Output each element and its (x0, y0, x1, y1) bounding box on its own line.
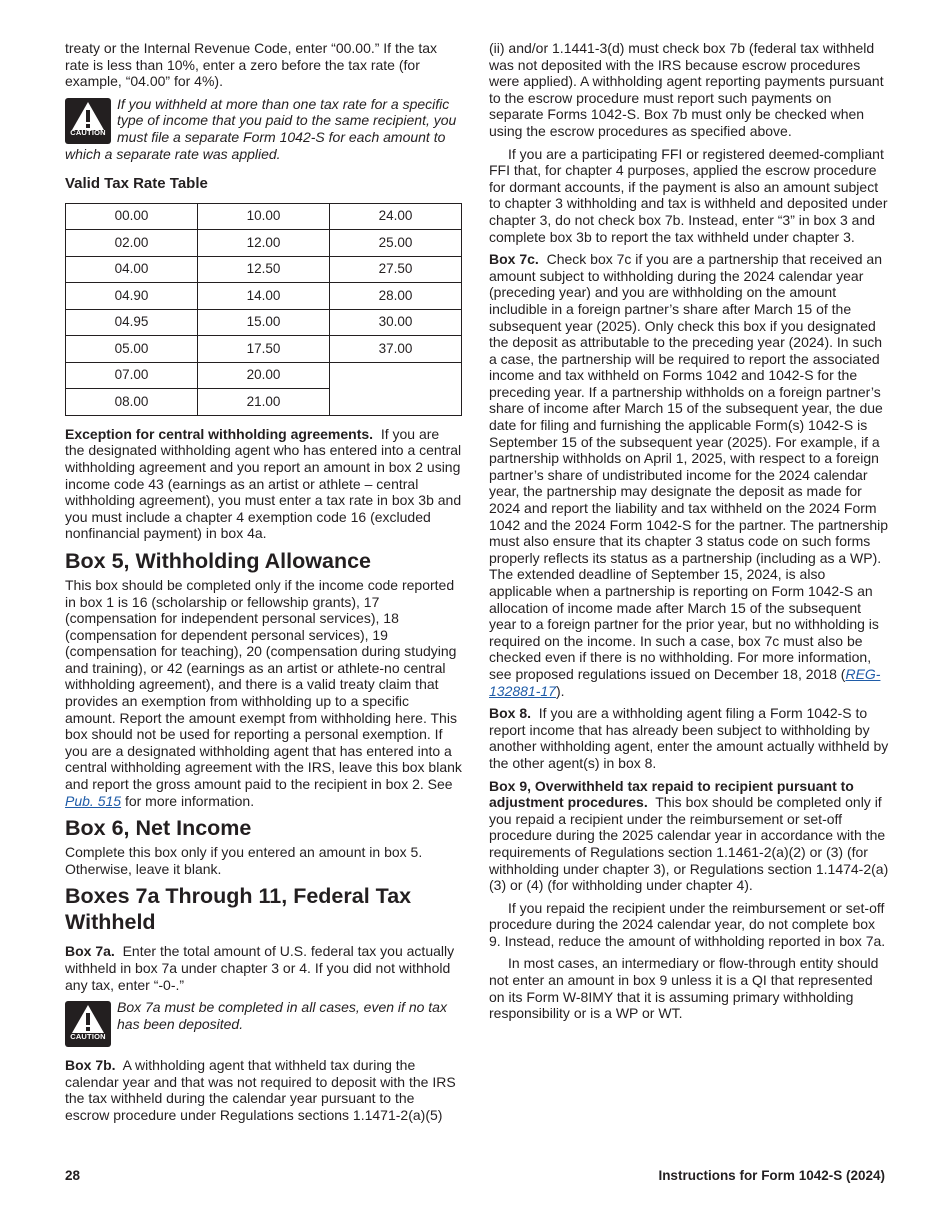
table-row (66, 256, 462, 283)
boxes7-heading: Boxes 7a Through 11, Federal Tax Withheld (65, 884, 412, 935)
table-cell: 12.50 (198, 256, 330, 283)
table-cell: 04.95 (66, 309, 198, 336)
table-cell: 02.00 (66, 230, 198, 257)
table-cell: 28.00 (330, 283, 462, 310)
box7a-paragraph: Box 7a. Enter the total amount of U.S. federal tax you actually withheld in box 7a under chapter 3 or 4. If you did not withhold any tax, enter “-0-.” (65, 943, 455, 993)
table-cell: 25.00 (330, 230, 462, 257)
table-cell: 08.00 (66, 389, 198, 416)
caution-icon: CAUTION (65, 1001, 111, 1047)
table-row (66, 230, 462, 257)
document-title: Instructions for Form 1042-S (2024) (658, 1168, 885, 1183)
right-column (489, 40, 889, 1028)
ffi-paragraph: If you are a participating FFI or registered deemed-compliant FFI that, for chapter 4 purposes, applied the escrow procedure for dormant accounts, if the payment is also an amount subject to chapter 3 withholding and tax is withheld and deposited under chapter 3, do not check box 7b. Instead, enter “3” in box 3 and complete box 3b to report the tax withheld under chapter 3. (489, 145, 888, 245)
box7b-continued: (ii) and/or 1.1441-3(d) must check box 7b (federal tax withheld was not deposited with the IRS because escrow procedures were applied). A withholding agent reporting payments pursuant to the escrow procedure must report such payments on separate Forms 1042-S. Box 7b must only be checked when using the escrow procedures as specified above. (489, 40, 884, 139)
repaid-paragraph: If you repaid the recipient under the reimbursement or set-off procedure during the 2024 calendar year, do not complete box 9. Instead, reduce the amount of withholding reported in box 7a. (489, 899, 886, 949)
pub-515-link[interactable]: Pub. 515 (65, 792, 122, 809)
table-row (66, 203, 462, 230)
page-number: 28 (65, 1168, 81, 1183)
box9-paragraph: Box 9, Overwithheld tax repaid to recipient pursuant to adjustment procedures. This box should be completed only if you repaid a recipient under the reimbursement or set-off procedure during the 2025 calendar year in accordance with the requirements of Regulations section 1.1461-2(a)(2) or (3) (for withholding under chapter 3), or Regulations section 1.1474-2(a)(3) or (4) (for withholding under chapter 4). (489, 777, 889, 894)
table-row (66, 362, 462, 389)
table-cell: 04.90 (66, 283, 198, 310)
box5-paragraph: This box should be completed only if the income code reported in box 1 is 16 (scholarship or fellowship grants), 17 (compensation for independent personal services), 18 (compensation for dependent personal services), 19 (compensation for teaching), 20 (compensation during studying and training), or 42 (earnings as an artist or athlete-no central withholding agreement), and there is a valid treaty claim that provides an exemption from withholding up to a specific amount. Report the amount exempt from withholding here. This box should not be used for reporting a personal exemption. If you are a designated withholding agent that has entered into a central withholding agreement with the IRS, leave this box blank and report the gross amount paid to the recipient in box 2. See Pub. 515 for more information. (65, 576, 462, 809)
table-title: Valid Tax Rate Table (65, 175, 208, 193)
table-cell: 20.00 (198, 362, 330, 389)
reg-link[interactable]: REG-132881-17 (489, 665, 881, 699)
valid-tax-rate-table (65, 203, 462, 416)
table-cell: 12.00 (198, 230, 330, 257)
table-row (66, 309, 462, 336)
box5-heading: Box 5, Withholding Allowance (65, 548, 371, 573)
left-column (65, 40, 462, 1130)
table-cell: 10.00 (198, 203, 330, 230)
table-row (66, 336, 462, 363)
table-cell: 14.00 (198, 283, 330, 310)
table-cell: 05.00 (66, 336, 198, 363)
table-cell: 24.00 (330, 203, 462, 230)
table-row (66, 283, 462, 310)
page-footer (65, 1168, 885, 1183)
exception-paragraph: Exception for central withholding agreements. If you are the designated withholding agent who has entered into a central withholding agreement and you report an amount in box 2 using income code 43 (earnings as an artist or athlete – central withholding agreement), you must enter a tax rate in box 3b and you must include a chapter 4 exemption code 16 (excluded nonfinancial payment) in box 4a. (65, 425, 462, 542)
caution-note-1: CAUTION If you withheld at more than one tax rate for a specific type of income that you paid to the same recipient, you must file a separate Form 1042-S for each amount to which a separate rate was applied. (65, 95, 457, 162)
table-cell: 37.00 (330, 336, 462, 363)
table-cell: 04.00 (66, 256, 198, 283)
table-cell: 21.00 (198, 389, 330, 416)
box6-paragraph: Complete this box only if you entered an amount in box 5. Otherwise, leave it blank. (65, 844, 423, 877)
table-cell: 07.00 (66, 362, 198, 389)
intermediary-paragraph: In most cases, an intermediary or flow-through entity should not enter an amount in box 9 unless it is a QI that represented on its Form W-8IMY that it is assuming primary withholding responsibility or is a WP or WT. (489, 955, 879, 1022)
box7b-paragraph: Box 7b. A withholding agent that withheld tax during the calendar year and that was not required to deposit with the IRS the tax withheld during the calendar year pursuant to the escrow procedure under Regulations sections 1.1471-2(a)(5) (65, 1057, 456, 1123)
table-cell: 00.00 (66, 203, 198, 230)
caution-note-2: CAUTION Box 7a must be completed in all cases, even if no tax has been deposited. (65, 999, 462, 1047)
table-cell: 27.50 (330, 256, 462, 283)
table-cell: 17.50 (198, 336, 330, 363)
box6-heading: Box 6, Net Income (65, 816, 252, 841)
box8-paragraph: Box 8. If you are a withholding agent filing a Form 1042-S to report income that has already been subject to withholding by another withholding agent, enter the amount actually withheld by the other agent(s) in box 8. (489, 705, 889, 771)
box7c-paragraph: Box 7c. Check box 7c if you are a partnership that received an amount subject to withholding during the 2024 calendar year (preceding year) and you are withholding on the amount includible in a foreign partner’s share after March 15 of the subsequent year (2025). Only check this box if you designated the deposit as attributable to the preceding year (2024). In such a case, the partnership will be required to report the associated income and tax withheld on Forms 1042 and 1042-S for the preceding year. If a partnership withholds on a foreign partner’s share of income after March 15 of the subsequent year, the due date for filing and furnishing the applicable Form(s) 1042-S is September 15 of the subsequent year (2025). For example, if a partnership withholds on April 1, 2025, with respect to a foreign partner’s share of undistributed income for the 2024 calendar year, the partnership may designate the deposit as made for 2024 and report the liability and tax withheld on the 2024 Form 1042 and the 2024 Form 1042-S for the partner. The partnership must also ensure that its chapter 3 status code on such forms properly reflects its status as a partnership (including as a WP). The extended deadline of September 15, 2024, is also applicable when a partnership is reporting on Form 1042-S an allocation of income made after March 15 of the subsequent year to a foreign partner for the prior year, but no withholding is required on the income. In such a case, box 7c must also be checked even if there is no withholding. For more information, see proposed regulations issued on December 18, 2018 (REG-132881-17). (489, 251, 888, 699)
table-cell (330, 362, 462, 415)
caution-icon: CAUTION (65, 98, 111, 144)
table-cell: 15.00 (198, 309, 330, 336)
table-cell: 30.00 (330, 309, 462, 336)
intro-paragraph: treaty or the Internal Revenue Code, enter “00.00.” If the tax rate is less than 10%, enter a zero before the tax rate (for example, “04.00” for 4%). (65, 40, 437, 90)
